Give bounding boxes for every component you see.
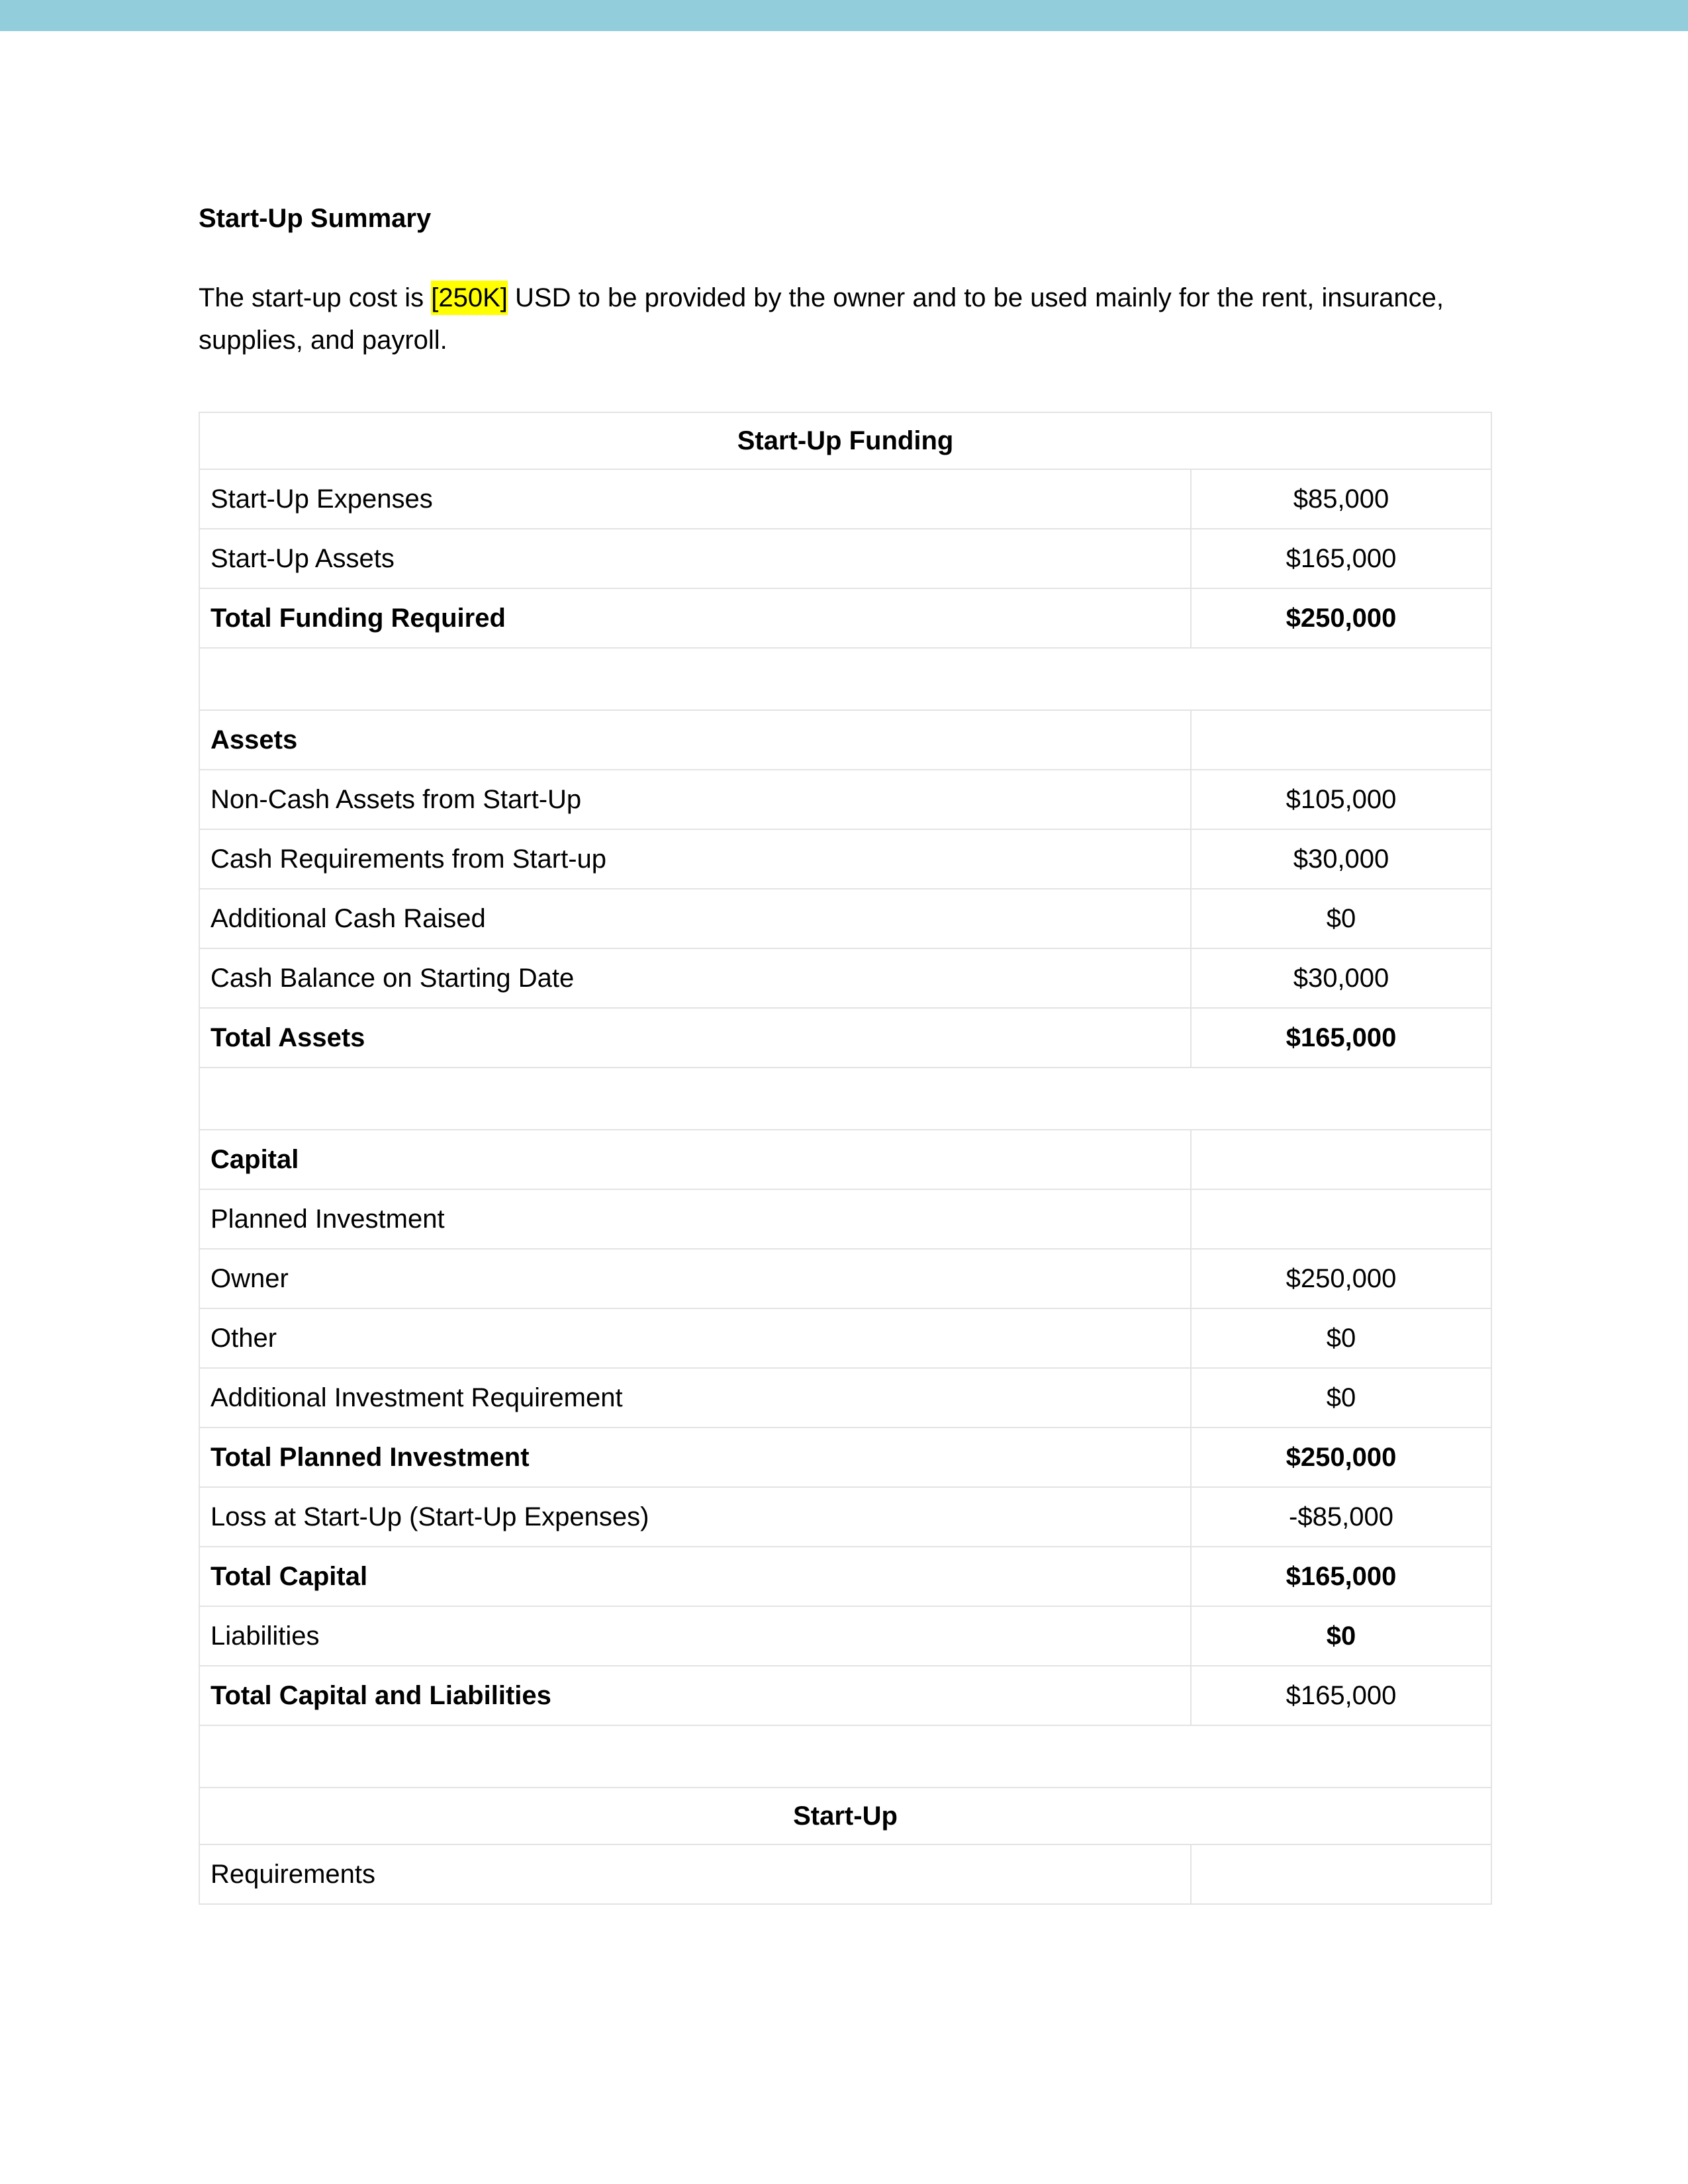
row-label-startup-expenses: Start-Up Expenses <box>199 469 1191 529</box>
row-label-cash-requirements: Cash Requirements from Start-up <box>199 829 1191 889</box>
row-value-startup-expenses: $85,000 <box>1191 469 1491 529</box>
row-value-owner: $250,000 <box>1191 1249 1491 1308</box>
table-row <box>199 1308 1491 1368</box>
empty-value-cell <box>1191 1844 1491 1904</box>
table-row <box>199 1606 1491 1666</box>
row-label-total-capital-liabilities: Total Capital and Liabilities <box>199 1666 1191 1725</box>
row-value-non-cash-assets: $105,000 <box>1191 770 1491 829</box>
table-row <box>199 1666 1491 1725</box>
row-label-non-cash-assets: Non-Cash Assets from Start-Up <box>199 770 1191 829</box>
row-value-total-capital: $165,000 <box>1191 1547 1491 1606</box>
table-header-row <box>199 412 1491 469</box>
table-header-startup: Start-Up <box>199 1788 1491 1844</box>
table-row <box>199 889 1491 948</box>
row-label-owner: Owner <box>199 1249 1191 1308</box>
row-value-total-funding: $250,000 <box>1191 588 1491 648</box>
row-label-total-planned-investment: Total Planned Investment <box>199 1428 1191 1487</box>
row-label-startup-assets: Start-Up Assets <box>199 529 1191 588</box>
row-label-cash-balance: Cash Balance on Starting Date <box>199 948 1191 1008</box>
table-row <box>199 1008 1491 1068</box>
intro-text-before: The start-up cost is <box>199 283 432 312</box>
table-row <box>199 1189 1491 1249</box>
row-label-planned-investment: Planned Investment <box>199 1189 1191 1249</box>
blank-cell <box>199 1068 1491 1130</box>
row-label-requirements: Requirements <box>199 1844 1191 1904</box>
table-header-row <box>199 1788 1491 1844</box>
empty-value-cell <box>1191 1189 1491 1249</box>
row-value-other: $0 <box>1191 1308 1491 1368</box>
empty-value-cell <box>1191 710 1491 770</box>
table-row <box>199 710 1491 770</box>
table-row <box>199 1844 1491 1904</box>
row-value-additional-investment: $0 <box>1191 1368 1491 1428</box>
empty-value-cell <box>1191 1130 1491 1189</box>
blank-row <box>199 1725 1491 1788</box>
top-accent-bar <box>0 0 1688 31</box>
row-value-loss-at-startup: -$85,000 <box>1191 1487 1491 1547</box>
row-label-total-capital: Total Capital <box>199 1547 1191 1606</box>
row-value-total-assets: $165,000 <box>1191 1008 1491 1068</box>
table-row <box>199 1130 1491 1189</box>
blank-row <box>199 1068 1491 1130</box>
table-row <box>199 588 1491 648</box>
blank-cell <box>199 648 1491 710</box>
startup-funding-table <box>199 412 1492 1905</box>
row-value-cash-balance: $30,000 <box>1191 948 1491 1008</box>
table-row <box>199 529 1491 588</box>
row-value-total-planned-investment: $250,000 <box>1191 1428 1491 1487</box>
intro-paragraph <box>199 277 1491 361</box>
row-label-other: Other <box>199 1308 1191 1368</box>
row-label-total-funding: Total Funding Required <box>199 588 1191 648</box>
blank-row <box>199 648 1491 710</box>
section-label-capital: Capital <box>199 1130 1191 1189</box>
row-value-total-capital-liabilities: $165,000 <box>1191 1666 1491 1725</box>
table-row <box>199 469 1491 529</box>
table-row <box>199 770 1491 829</box>
document-body <box>199 199 1491 1889</box>
table-row <box>199 1547 1491 1606</box>
table-row <box>199 829 1491 889</box>
row-value-cash-requirements: $30,000 <box>1191 829 1491 889</box>
table-row <box>199 1368 1491 1428</box>
table-row <box>199 948 1491 1008</box>
row-label-total-assets: Total Assets <box>199 1008 1191 1068</box>
blank-cell <box>199 1725 1491 1788</box>
row-value-startup-assets: $165,000 <box>1191 529 1491 588</box>
table-row <box>199 1428 1491 1487</box>
highlighted-amount: [250K] <box>431 281 508 315</box>
row-label-liabilities: Liabilities <box>199 1606 1191 1666</box>
row-label-additional-cash: Additional Cash Raised <box>199 889 1191 948</box>
row-label-additional-investment: Additional Investment Requirement <box>199 1368 1191 1428</box>
row-label-loss-at-startup: Loss at Start-Up (Start-Up Expenses) <box>199 1487 1191 1547</box>
row-value-additional-cash: $0 <box>1191 889 1491 948</box>
section-label-assets: Assets <box>199 710 1191 770</box>
intro-text-after: USD to be provided by the owner and to be used mainly for the rent, insurance, supplies, and payroll. <box>199 283 1444 355</box>
page-title: Start-Up Summary <box>199 204 432 233</box>
table-row <box>199 1249 1491 1308</box>
row-value-liabilities: $0 <box>1191 1606 1491 1666</box>
table-row <box>199 1487 1491 1547</box>
table-header-funding: Start-Up Funding <box>199 412 1491 469</box>
